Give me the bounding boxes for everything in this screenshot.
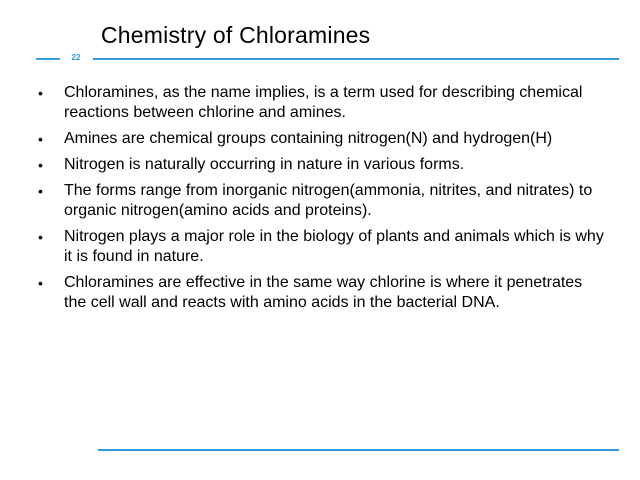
- slide-title: Chemistry of Chloramines: [101, 22, 371, 48]
- page-number: 22: [71, 53, 81, 62]
- header-rule-left: [36, 58, 60, 60]
- bullet-text: Chloramines are effective in the same way chlorine is where it penetrates the cell wall and reacts with amino acids in the bacterial DNA.: [64, 274, 583, 311]
- bullet-item: [38, 155, 608, 175]
- bullet-text: Chloramines, as the name implies, is a term used for describing chemical reactions between chlorine and amines.: [64, 84, 583, 121]
- bullet-item: [38, 181, 608, 221]
- bullet-item: [38, 273, 608, 313]
- bullet-item: [38, 227, 608, 267]
- bullet-marker: •: [38, 275, 43, 291]
- bullet-marker: •: [38, 183, 43, 199]
- bullet-marker: •: [38, 229, 43, 245]
- bullet-item: [38, 83, 608, 123]
- bullet-marker: •: [38, 131, 43, 147]
- bullet-text: Amines are chemical groups containing nitrogen(N) and hydrogen(H): [64, 130, 553, 147]
- bullet-text: Nitrogen plays a major role in the biology of plants and animals which is why it is found in nature.: [64, 228, 604, 265]
- footer-rule: [98, 449, 619, 451]
- bullet-marker: •: [38, 157, 43, 173]
- bullet-item: [38, 129, 608, 149]
- bullet-marker: •: [38, 85, 43, 101]
- bullet-text: The forms range from inorganic nitrogen(ammonia, nitrites, and nitrates) to organic nitrogen(amino acids and proteins).: [64, 182, 593, 219]
- bullet-list: [38, 83, 608, 319]
- bullet-text: Nitrogen is naturally occurring in nature in various forms.: [64, 156, 465, 173]
- header-rule-right: [93, 58, 619, 60]
